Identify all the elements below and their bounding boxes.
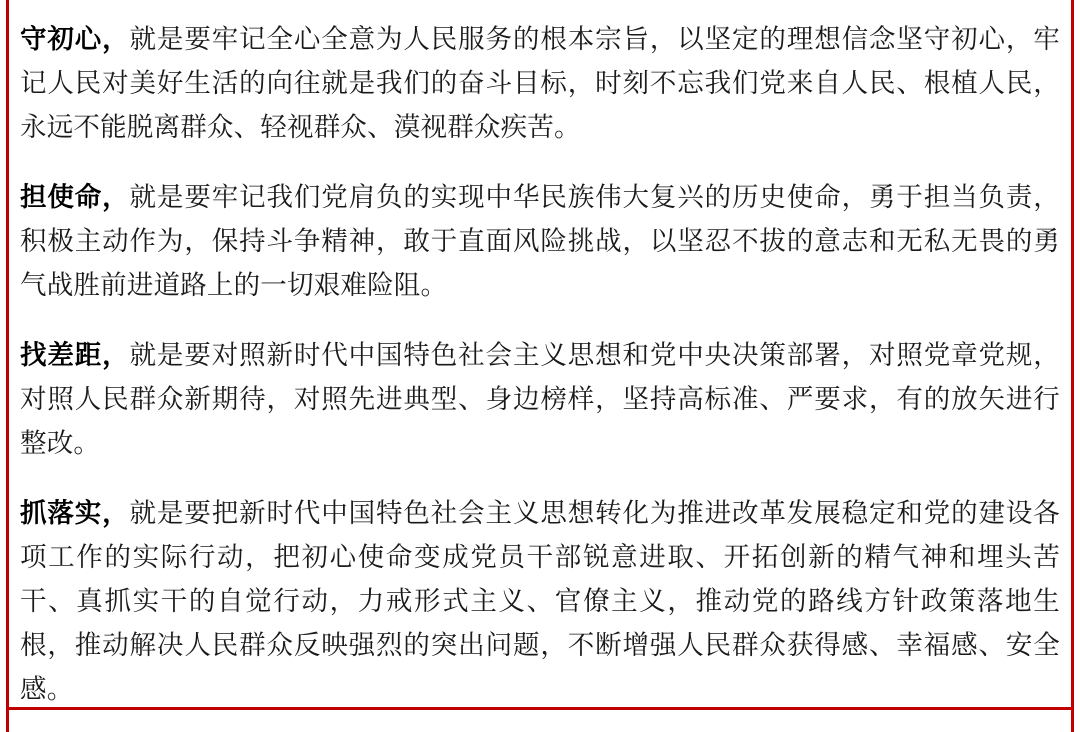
document-body xyxy=(20,18,1060,705)
paragraph-lead-term: 抓落实， xyxy=(20,498,130,529)
paragraph-text: 就是要牢记全心全意为人民服务的根本宗旨，以坚定的理想信念坚守初心，牢记人民对美好生活的向往就是我们的奋斗目标，时刻不忘我们党来自人民、根植人民，永远不能脱离群众、轻视群众、漠视群众疾苦。 xyxy=(20,24,1060,143)
left-border-rule xyxy=(6,0,9,732)
paragraph-lead-term: 担使命， xyxy=(20,182,130,213)
paragraph-danshiming xyxy=(20,176,1060,308)
right-border-rule xyxy=(1071,0,1074,732)
paragraph-zhualuoshi xyxy=(20,492,1060,712)
paragraph-zhaochaju xyxy=(20,334,1060,466)
paragraph-text: 就是要牢记我们党肩负的实现中华民族伟大复兴的历史使命，勇于担当负责，积极主动作为，保持斗争精神，敢于直面风险挑战，以坚忍不拔的意志和无私无畏的勇气战胜前进道路上的一切艰难险阻。 xyxy=(20,182,1060,301)
paragraph-shouchuxin xyxy=(20,18,1060,150)
paragraph-lead-term: 守初心， xyxy=(20,24,130,55)
paragraph-text: 就是要把新时代中国特色社会主义思想转化为推进改革发展稳定和党的建设各项工作的实际行动，把初心使命变成党员干部锐意进取、开拓创新的精气神和埋头苦干、真抓实干的自觉行动，力戒形式主义、官僚主义，推动党的路线方针政策落地生根，推动解决人民群众反映强烈的突出问题，不断增强人民群众获得感、幸福感、安全感。 xyxy=(20,498,1060,705)
paragraph-text: 就是要对照新时代中国特色社会主义思想和党中央决策部署，对照党章党规，对照人民群众新期待，对照先进典型、身边榜样，坚持高标准、严要求，有的放矢进行整改。 xyxy=(20,340,1060,459)
paragraph-lead-term: 找差距， xyxy=(20,340,130,371)
